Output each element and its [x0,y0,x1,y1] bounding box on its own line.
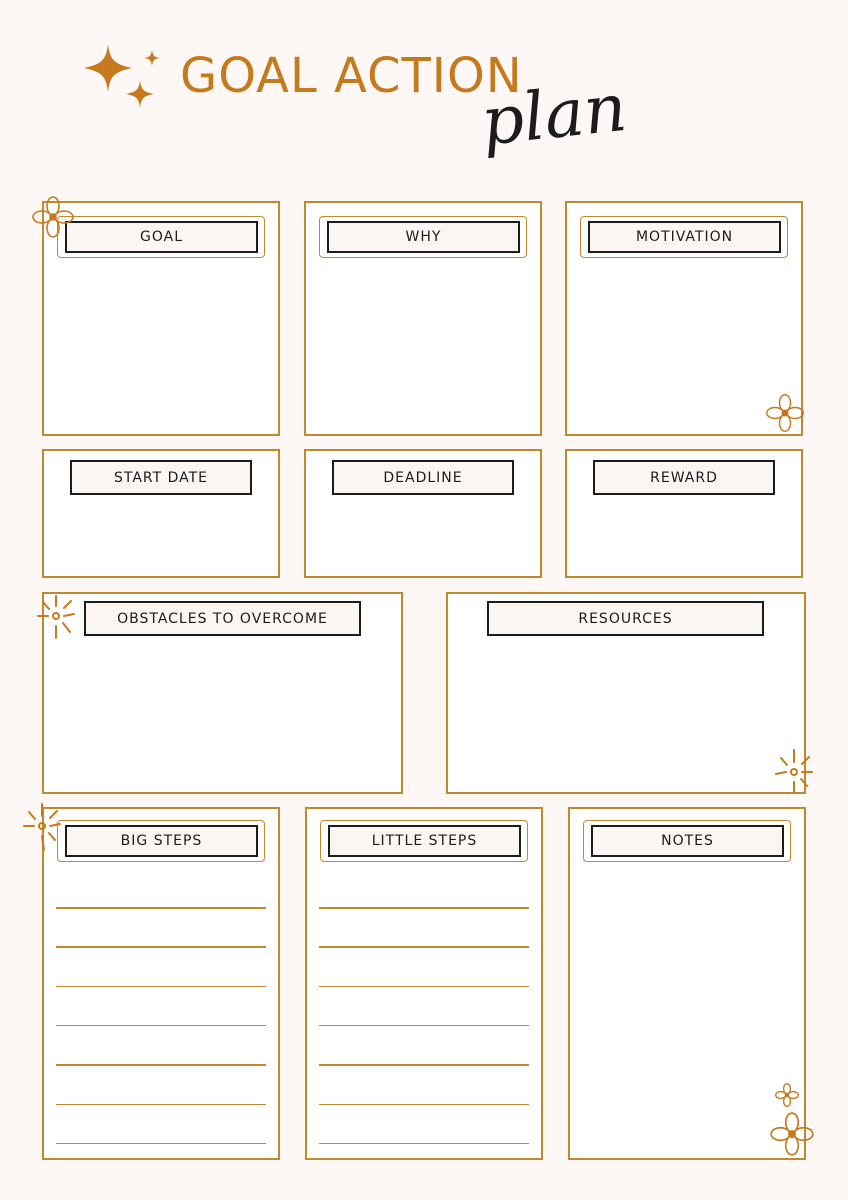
ruled-line [319,907,529,909]
ruled-line [319,1143,529,1145]
sun-doodle-icon [20,800,64,854]
page-title: GOAL ACTION [180,48,523,104]
ruled-line [56,1025,266,1027]
big-steps-label: BIG STEPS [65,825,258,857]
flower-icon [774,1082,800,1108]
motivation-label: MOTIVATION [588,221,781,253]
deadline-label: DEADLINE [332,460,514,495]
flower-icon [764,392,806,434]
ruled-line [319,986,529,988]
ruled-line [56,1143,266,1145]
ruled-line [56,986,266,988]
ruled-line [319,1064,529,1066]
page-title-script: plan [477,68,631,161]
ruled-line [56,907,266,909]
start-date-label: START DATE [70,460,252,495]
ruled-line [319,1025,529,1027]
sparkle-icon [82,42,166,110]
why-label: WHY [327,221,520,253]
flower-icon [30,194,76,240]
ruled-line [319,946,529,948]
ruled-line [56,946,266,948]
sun-doodle-icon [772,746,816,796]
ruled-line [319,1104,529,1106]
sun-doodle-icon [34,592,78,642]
ruled-line [56,1064,266,1066]
notes-label: NOTES [591,825,784,857]
obstacles-label: OBSTACLES TO OVERCOME [84,601,361,636]
flower-icon [768,1110,816,1158]
goal-label: GOAL [65,221,258,253]
little-steps-label: LITTLE STEPS [328,825,521,857]
resources-label: RESOURCES [487,601,764,636]
reward-label: REWARD [593,460,775,495]
ruled-line [56,1104,266,1106]
